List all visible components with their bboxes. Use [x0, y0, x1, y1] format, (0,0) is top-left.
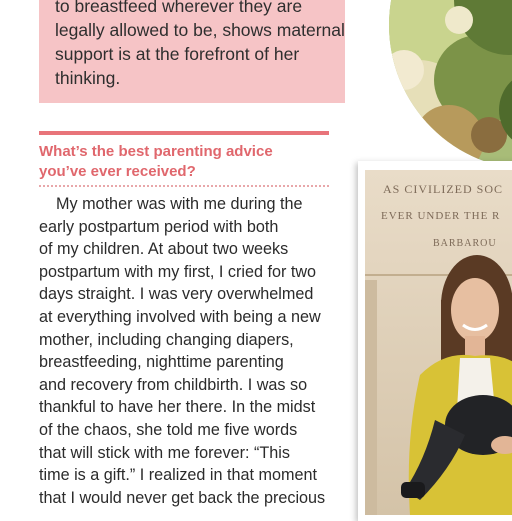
- answer-line: breastfeeding, nighttime parenting: [39, 353, 284, 372]
- pull-quote-line: thinking.: [55, 68, 121, 88]
- answer-line: of my children. At about two weeks: [39, 240, 289, 259]
- answer-line: at everything involved with being a new: [39, 307, 321, 326]
- pull-quote-line: support is at the forefront of her: [55, 44, 300, 64]
- photo-inscription-line: EVER UNDER THE R: [381, 210, 501, 222]
- pull-quote-text: [55, 0, 345, 90]
- answer-line: that will stick with me forever: “This: [39, 443, 290, 462]
- mother-photo: [365, 170, 512, 515]
- photo-inscription-line: AS CIVILIZED SOC: [383, 182, 503, 196]
- answer-body: [39, 193, 339, 509]
- foliage-photo-image: [389, 0, 512, 170]
- answer-line: of the chaos, she told me five words: [39, 420, 298, 439]
- photo-inscription-line: BARBAROU: [433, 238, 497, 249]
- question-heading-line: you’ve ever received?: [39, 163, 196, 180]
- answer-line: thankful to have her there. In the midst: [39, 398, 316, 417]
- answer-line: that I would never get back the precious: [39, 488, 326, 507]
- answer-line: time is a gift.” I realized in that moment: [39, 466, 317, 485]
- pull-quote-line: to breastfeed wherever they are: [55, 0, 303, 16]
- question-heading: [39, 142, 331, 182]
- heading-rule: [39, 131, 329, 135]
- answer-line: days straight. I was very overwhelmed: [39, 285, 314, 304]
- heading-dotted-divider: [39, 185, 329, 187]
- answer-line: My mother was with me during the: [56, 195, 303, 213]
- answer-line: mother, including changing diapers,: [39, 330, 294, 349]
- foliage-photo: [389, 0, 512, 170]
- question-heading-line: What’s the best parenting advice: [39, 143, 273, 160]
- answer-line: early postpartum period with both: [39, 217, 279, 236]
- answer-line: and recovery from childbirth. I was so: [39, 375, 308, 394]
- answer-line: postpartum with my first, I cried for two: [39, 262, 317, 281]
- pull-quote-line: legally allowed to be, shows maternal: [55, 20, 345, 40]
